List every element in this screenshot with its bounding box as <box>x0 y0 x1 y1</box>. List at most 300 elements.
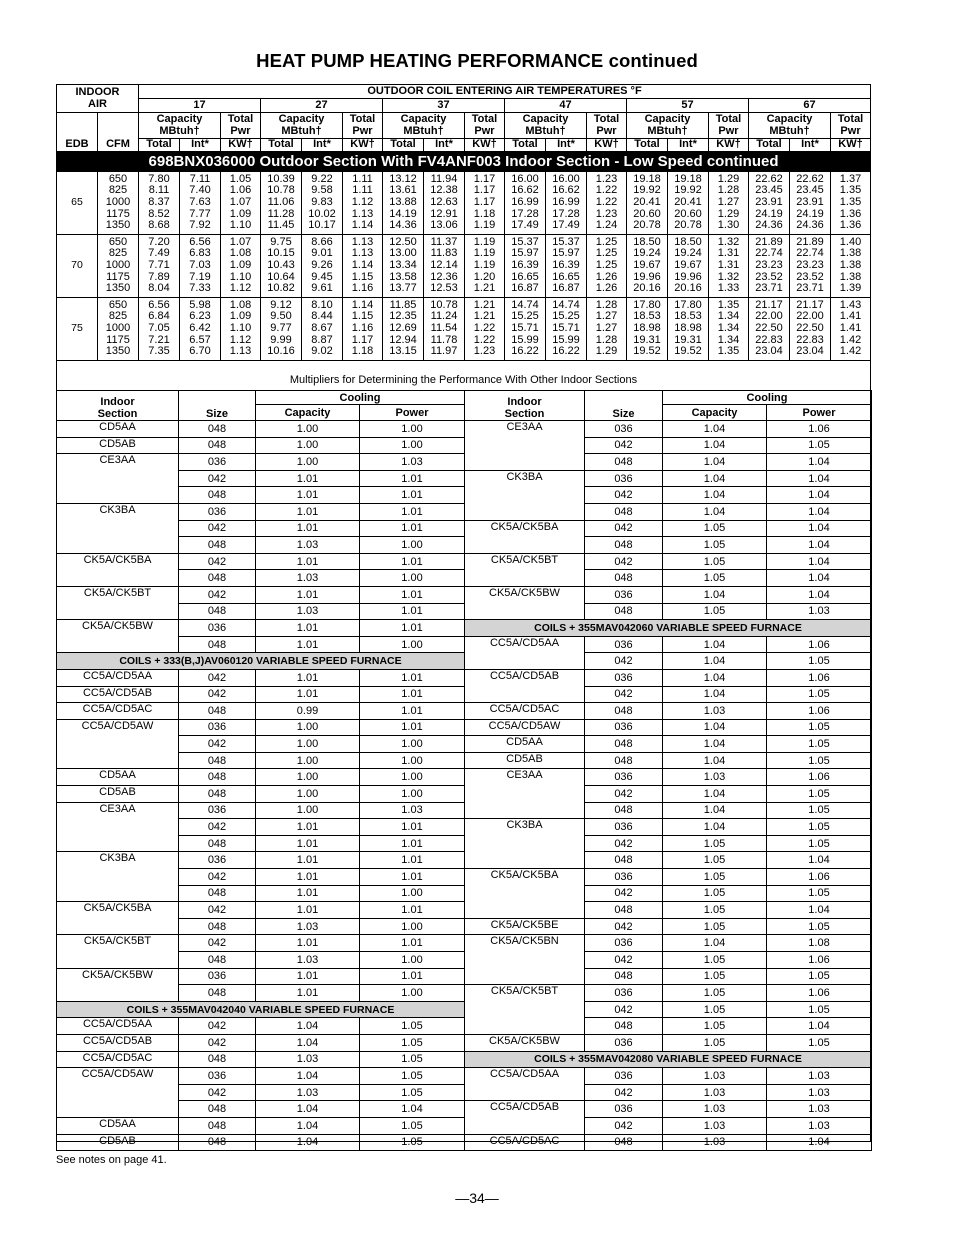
power-value: 1.06 <box>767 869 872 886</box>
multiplier-row <box>57 1134 465 1151</box>
power-value: 1.01 <box>360 603 465 620</box>
multiplier-row <box>57 1068 465 1085</box>
capacity-value: 1.00 <box>256 421 360 438</box>
size-value: 036 <box>585 470 663 487</box>
multiplier-row <box>57 603 465 620</box>
power-value: 1.05 <box>767 1034 872 1051</box>
perf-values: 18.50 19.24 19.67 19.96 20.16 <box>627 234 668 297</box>
power-value: 1.05 <box>360 1051 465 1068</box>
size-value: 036 <box>585 1034 663 1051</box>
multiplier-row <box>465 1018 872 1035</box>
indoor-section-header: Indoor Section <box>57 391 179 421</box>
power-value: 1.06 <box>767 985 872 1002</box>
size-value: 036 <box>585 1068 663 1085</box>
indoor-section-name <box>57 487 179 504</box>
kw-header: KW† <box>465 139 505 152</box>
capacity-value: 1.00 <box>256 719 360 736</box>
size-value: 042 <box>585 520 663 537</box>
size-value: 048 <box>179 1051 256 1068</box>
size-value: 048 <box>179 752 256 769</box>
indoor-section-name: CK5A/CK5BT <box>57 935 179 952</box>
capacity-value: 1.00 <box>256 454 360 471</box>
size-value: 042 <box>585 653 663 670</box>
multiplier-row <box>465 653 872 670</box>
size-value: 036 <box>585 636 663 653</box>
multiplier-row <box>57 952 465 969</box>
cooling-header: Cooling <box>256 391 465 405</box>
indoor-section-name: CD5AB <box>57 1134 179 1151</box>
multiplier-row <box>57 470 465 487</box>
capacity-value: 1.01 <box>256 553 360 570</box>
temp-header: 57 <box>627 99 749 113</box>
capacity-value: 1.05 <box>663 537 767 554</box>
multiplier-row <box>57 1018 465 1035</box>
perf-values: 11.94 12.38 12.63 12.91 13.06 <box>424 171 465 234</box>
indoor-section-name <box>57 918 179 935</box>
power-value: 1.00 <box>360 985 465 1002</box>
capacity-value: 1.03 <box>256 603 360 620</box>
indoor-section-name <box>465 437 585 454</box>
size-value: 048 <box>179 636 256 653</box>
capacity-value: 1.01 <box>256 885 360 902</box>
size-value: 042 <box>179 1034 256 1051</box>
indoor-section-name: CE3AA <box>57 454 179 471</box>
multiplier-row <box>465 852 872 869</box>
size-value: 048 <box>585 454 663 471</box>
heating-performance-table <box>56 84 871 361</box>
power-value: 1.01 <box>360 503 465 520</box>
size-value: 036 <box>585 421 663 438</box>
indoor-air-header: INDOOR AIR <box>57 85 139 113</box>
indoor-section-name: CC5A/CD5AA <box>465 1068 585 1085</box>
size-value: 048 <box>179 786 256 803</box>
capacity-value: 1.05 <box>663 968 767 985</box>
size-value: 048 <box>179 437 256 454</box>
size-header: Size <box>585 391 663 421</box>
multiplier-row <box>465 1068 872 1085</box>
indoor-section-name: CE3AA <box>465 769 585 786</box>
size-value: 036 <box>585 719 663 736</box>
capacity-value: 1.04 <box>663 802 767 819</box>
cfm-values: 650 825 1000 1175 1350 <box>98 297 139 360</box>
cfm-values: 650 825 1000 1175 1350 <box>98 234 139 297</box>
size-value: 036 <box>585 586 663 603</box>
capacity-value: 1.04 <box>663 935 767 952</box>
indoor-section-name: CC5A/CD5AW <box>465 719 585 736</box>
size-value: 042 <box>179 553 256 570</box>
indoor-section-name <box>465 802 585 819</box>
size-value: 042 <box>179 586 256 603</box>
temp-header: 37 <box>383 99 505 113</box>
power-value: 1.03 <box>767 1068 872 1085</box>
capacity-value: 1.00 <box>256 752 360 769</box>
capacity-value: 1.00 <box>256 437 360 454</box>
furnace-section-row <box>465 1051 872 1068</box>
capacity-value: 1.04 <box>663 669 767 686</box>
perf-values: 16.00 16.62 16.99 17.28 17.49 <box>546 171 587 234</box>
multiplier-row <box>57 503 465 520</box>
size-value: 036 <box>179 968 256 985</box>
power-value: 1.04 <box>767 487 872 504</box>
furnace-section-label: COILS + 333(B,J)AV060120 VARIABLE SPEED FURNACE <box>57 653 465 670</box>
multiplier-row <box>57 1101 465 1118</box>
size-value: 036 <box>179 719 256 736</box>
perf-values: 1.29 1.28 1.27 1.29 1.30 <box>709 171 749 234</box>
perf-values: 1.43 1.41 1.41 1.42 1.42 <box>831 297 871 360</box>
multiplier-row <box>57 802 465 819</box>
indoor-section-name <box>465 1001 585 1018</box>
capacity-value: 1.01 <box>256 852 360 869</box>
power-value: 1.05 <box>360 1084 465 1101</box>
power-value: 1.03 <box>767 1117 872 1134</box>
power-value: 1.06 <box>767 769 872 786</box>
size-value: 036 <box>179 1068 256 1085</box>
size-value: 048 <box>585 902 663 919</box>
perf-values: 7.80 8.11 8.37 8.52 8.68 <box>139 171 180 234</box>
multiplier-row <box>57 985 465 1002</box>
capacity-header: Capacity MBtuh† <box>627 113 709 139</box>
capacity-value: 1.00 <box>256 802 360 819</box>
size-value: 048 <box>179 952 256 969</box>
size-value: 042 <box>179 736 256 753</box>
power-value: 1.04 <box>767 553 872 570</box>
perf-values: 14.74 15.25 15.71 15.99 16.22 <box>505 297 546 360</box>
power-value: 1.05 <box>360 1034 465 1051</box>
size-value: 042 <box>179 1018 256 1035</box>
size-value: 042 <box>585 952 663 969</box>
multiplier-row <box>465 470 872 487</box>
capacity-value: 1.05 <box>663 902 767 919</box>
kw-header: KW† <box>343 139 383 152</box>
indoor-section-name <box>57 952 179 969</box>
capacity-value: 1.05 <box>663 603 767 620</box>
capacity-value: 1.05 <box>663 1034 767 1051</box>
size-value: 048 <box>179 769 256 786</box>
indoor-section-name: CK3BA <box>465 819 585 836</box>
capacity-value: 1.03 <box>256 1051 360 1068</box>
power-value: 1.01 <box>360 935 465 952</box>
total-pwr-header: Total Pwr <box>709 113 749 139</box>
power-value: 1.00 <box>360 636 465 653</box>
multiplier-row <box>57 487 465 504</box>
size-value: 048 <box>585 570 663 587</box>
size-value: 048 <box>179 487 256 504</box>
perf-values: 21.89 22.74 23.23 23.52 23.71 <box>790 234 831 297</box>
indoor-section-name <box>465 603 585 620</box>
perf-values: 1.32 1.31 1.31 1.32 1.33 <box>709 234 749 297</box>
power-header: Power <box>767 405 872 421</box>
capacity-value: 1.04 <box>663 454 767 471</box>
size-value: 042 <box>179 520 256 537</box>
indoor-section-name: CK5A/CK5BN <box>465 935 585 952</box>
capacity-value: 1.04 <box>256 1134 360 1151</box>
size-value: 042 <box>585 1084 663 1101</box>
capacity-value: 1.04 <box>663 503 767 520</box>
indoor-section-name <box>465 487 585 504</box>
multiplier-row <box>465 752 872 769</box>
total-header: Total <box>383 139 424 152</box>
capacity-header: Capacity <box>256 405 360 421</box>
indoor-section-name: CC5A/CD5AB <box>465 1101 585 1118</box>
indoor-section-name <box>57 570 179 587</box>
capacity-value: 1.03 <box>663 1101 767 1118</box>
multiplier-row <box>57 636 465 653</box>
indoor-section-name: CK5A/CK5BW <box>57 968 179 985</box>
furnace-section-row <box>57 1001 465 1018</box>
power-value: 1.01 <box>360 902 465 919</box>
power-value: 1.00 <box>360 570 465 587</box>
power-value: 1.06 <box>767 669 872 686</box>
power-value: 1.00 <box>360 952 465 969</box>
capacity-value: 1.03 <box>663 1084 767 1101</box>
size-value: 048 <box>179 835 256 852</box>
power-value: 1.01 <box>360 470 465 487</box>
furnace-section-label: COILS + 355MAV042040 VARIABLE SPEED FURNACE <box>57 1001 465 1018</box>
size-value: 042 <box>585 786 663 803</box>
indoor-section-name: CK5A/CK5BW <box>465 586 585 603</box>
multiplier-row <box>465 537 872 554</box>
perf-values: 1.07 1.08 1.09 1.10 1.12 <box>221 234 261 297</box>
power-value: 1.04 <box>767 1134 872 1151</box>
capacity-value: 1.04 <box>663 719 767 736</box>
multiplier-row <box>57 586 465 603</box>
multiplier-row <box>465 786 872 803</box>
power-value: 1.05 <box>767 835 872 852</box>
temp-header: 17 <box>139 99 261 113</box>
power-value: 1.01 <box>360 968 465 985</box>
power-value: 1.05 <box>360 1117 465 1134</box>
capacity-value: 1.03 <box>663 1117 767 1134</box>
int-header: Int* <box>790 139 831 152</box>
indoor-section-name: CE3AA <box>465 421 585 438</box>
perf-values: 6.56 6.84 7.05 7.21 7.35 <box>139 297 180 360</box>
power-value: 1.05 <box>767 736 872 753</box>
size-value: 048 <box>585 1018 663 1035</box>
indoor-section-name <box>465 570 585 587</box>
power-value: 1.05 <box>767 819 872 836</box>
indoor-section-name: CC5A/CD5AC <box>465 1134 585 1151</box>
capacity-value: 1.03 <box>663 703 767 720</box>
indoor-section-name: CK5A/CK5BA <box>465 520 585 537</box>
multiplier-row <box>465 636 872 653</box>
perf-values: 6.56 6.83 7.03 7.19 7.33 <box>180 234 221 297</box>
int-header: Int* <box>668 139 709 152</box>
multiplier-row <box>57 719 465 736</box>
multiplier-row <box>465 603 872 620</box>
size-value: 042 <box>585 437 663 454</box>
size-value: 048 <box>585 852 663 869</box>
capacity-value: 1.00 <box>256 769 360 786</box>
multiplier-row <box>465 1101 872 1118</box>
size-value: 042 <box>179 686 256 703</box>
power-value: 1.05 <box>767 653 872 670</box>
total-pwr-header: Total Pwr <box>465 113 505 139</box>
size-value: 042 <box>585 686 663 703</box>
capacity-value: 1.04 <box>663 586 767 603</box>
power-value: 1.01 <box>360 586 465 603</box>
total-pwr-header: Total Pwr <box>343 113 383 139</box>
perf-values: 9.12 9.50 9.77 9.99 10.16 <box>261 297 302 360</box>
indoor-section-name <box>57 636 179 653</box>
multiplier-row <box>465 835 872 852</box>
size-value: 042 <box>585 1117 663 1134</box>
capacity-value: 1.05 <box>663 952 767 969</box>
size-value: 036 <box>179 620 256 637</box>
capacity-value: 1.01 <box>256 686 360 703</box>
int-header: Int* <box>424 139 465 152</box>
multiplier-row <box>465 802 872 819</box>
perf-row <box>57 234 871 297</box>
capacity-value: 1.03 <box>663 1068 767 1085</box>
multiplier-row <box>57 1084 465 1101</box>
size-value: 048 <box>585 1134 663 1151</box>
capacity-header: Capacity <box>663 405 767 421</box>
edb-header: EDB <box>57 113 98 152</box>
multiplier-row <box>57 935 465 952</box>
cooling-header: Cooling <box>663 391 872 405</box>
indoor-section-name: CC5A/CD5AB <box>57 686 179 703</box>
multiplier-row <box>57 769 465 786</box>
capacity-value: 1.05 <box>663 570 767 587</box>
temp-header: 67 <box>749 99 871 113</box>
power-value: 1.00 <box>360 437 465 454</box>
perf-values: 8.66 9.01 9.26 9.45 9.61 <box>302 234 343 297</box>
multiplier-row <box>57 786 465 803</box>
perf-values: 10.39 10.78 11.06 11.28 11.45 <box>261 171 302 234</box>
multiplier-row <box>465 968 872 985</box>
capacity-value: 1.04 <box>663 437 767 454</box>
size-value: 048 <box>179 985 256 1002</box>
indoor-section-name: CK3BA <box>57 503 179 520</box>
indoor-section-name: CD5AB <box>465 752 585 769</box>
perf-values: 1.19 1.19 1.19 1.20 1.21 <box>465 234 505 297</box>
power-value: 1.03 <box>360 802 465 819</box>
section-band: 698BNX036000 Outdoor Section With FV4ANF003 Indoor Section - Low Speed continued <box>57 151 871 171</box>
total-pwr-header: Total Pwr <box>587 113 627 139</box>
multiplier-row <box>465 935 872 952</box>
power-value: 1.00 <box>360 736 465 753</box>
power-value: 1.04 <box>360 1101 465 1118</box>
capacity-value: 1.05 <box>663 869 767 886</box>
size-value: 036 <box>585 935 663 952</box>
size-value: 036 <box>585 869 663 886</box>
perf-values: 21.17 22.00 22.50 22.83 23.04 <box>790 297 831 360</box>
size-value: 036 <box>585 1101 663 1118</box>
size-value: 042 <box>179 819 256 836</box>
size-value: 048 <box>179 1101 256 1118</box>
capacity-value: 1.04 <box>663 736 767 753</box>
capacity-value: 0.99 <box>256 703 360 720</box>
multiplier-row <box>57 1034 465 1051</box>
indoor-section-name <box>465 653 585 670</box>
capacity-value: 1.05 <box>663 918 767 935</box>
edb-value: 65 <box>57 171 98 234</box>
furnace-section-label: COILS + 355MAV042060 VARIABLE SPEED FURNACE <box>465 620 872 637</box>
size-value: 048 <box>179 1134 256 1151</box>
multiplier-row <box>57 553 465 570</box>
size-value: 042 <box>179 902 256 919</box>
multiplier-row <box>57 968 465 985</box>
power-value: 1.06 <box>767 421 872 438</box>
multiplier-row <box>465 1084 872 1101</box>
capacity-value: 1.00 <box>256 736 360 753</box>
multiplier-row <box>57 454 465 471</box>
capacity-value: 1.03 <box>256 537 360 554</box>
perf-values: 1.25 1.25 1.25 1.26 1.26 <box>587 234 627 297</box>
perf-values: 1.23 1.22 1.22 1.23 1.24 <box>587 171 627 234</box>
power-value: 1.05 <box>360 1134 465 1151</box>
power-value: 1.04 <box>767 902 872 919</box>
perf-values: 7.11 7.40 7.63 7.77 7.92 <box>180 171 221 234</box>
indoor-section-name: CC5A/CD5AA <box>465 636 585 653</box>
perf-values: 5.98 6.23 6.42 6.57 6.70 <box>180 297 221 360</box>
multiplier-row <box>465 869 872 886</box>
power-value: 1.01 <box>360 620 465 637</box>
size-value: 042 <box>585 1001 663 1018</box>
perf-values: 8.10 8.44 8.67 8.87 9.02 <box>302 297 343 360</box>
size-value: 048 <box>179 703 256 720</box>
size-value: 036 <box>585 669 663 686</box>
power-value: 1.05 <box>767 786 872 803</box>
indoor-section-header: Indoor Section <box>465 391 585 421</box>
perf-values: 18.50 19.24 19.67 19.96 20.16 <box>668 234 709 297</box>
power-value: 1.05 <box>360 1018 465 1035</box>
capacity-value: 1.01 <box>256 586 360 603</box>
multiplier-row <box>465 885 872 902</box>
int-header: Int* <box>302 139 343 152</box>
furnace-section-row <box>465 620 872 637</box>
indoor-section-name: CD5AB <box>57 437 179 454</box>
perf-values: 7.20 7.49 7.71 7.89 8.04 <box>139 234 180 297</box>
size-value: 048 <box>179 537 256 554</box>
multiplier-row <box>57 918 465 935</box>
perf-values: 9.22 9.58 9.83 10.02 10.17 <box>302 171 343 234</box>
perf-values: 19.18 19.92 20.41 20.60 20.78 <box>627 171 668 234</box>
multiplier-row <box>57 1051 465 1068</box>
power-value: 1.05 <box>767 968 872 985</box>
capacity-header: Capacity MBtuh† <box>505 113 587 139</box>
indoor-section-name: CK5A/CK5BT <box>57 586 179 603</box>
kw-header: KW† <box>709 139 749 152</box>
size-value: 048 <box>179 918 256 935</box>
multiplier-row <box>57 537 465 554</box>
power-value: 1.04 <box>767 586 872 603</box>
perf-values: 1.28 1.27 1.27 1.28 1.29 <box>587 297 627 360</box>
capacity-value: 1.01 <box>256 935 360 952</box>
furnace-section-row <box>57 653 465 670</box>
power-value: 1.01 <box>360 669 465 686</box>
power-value: 1.00 <box>360 421 465 438</box>
capacity-value: 1.04 <box>256 1034 360 1051</box>
multiplier-row <box>57 703 465 720</box>
indoor-section-name <box>465 1018 585 1035</box>
capacity-value: 1.04 <box>256 1068 360 1085</box>
size-value: 042 <box>585 918 663 935</box>
power-value: 1.05 <box>767 437 872 454</box>
capacity-header: Capacity MBtuh† <box>749 113 831 139</box>
power-value: 1.03 <box>360 454 465 471</box>
perf-values: 13.12 13.61 13.88 14.19 14.36 <box>383 171 424 234</box>
perf-values: 22.62 23.45 23.91 24.19 24.36 <box>790 171 831 234</box>
perf-values: 19.18 19.92 20.41 20.60 20.78 <box>668 171 709 234</box>
multiplier-row <box>57 819 465 836</box>
multiplier-row <box>465 553 872 570</box>
multiplier-row <box>57 520 465 537</box>
capacity-value: 1.04 <box>663 786 767 803</box>
total-header: Total <box>749 139 790 152</box>
power-value: 1.01 <box>360 520 465 537</box>
power-value: 1.01 <box>360 686 465 703</box>
